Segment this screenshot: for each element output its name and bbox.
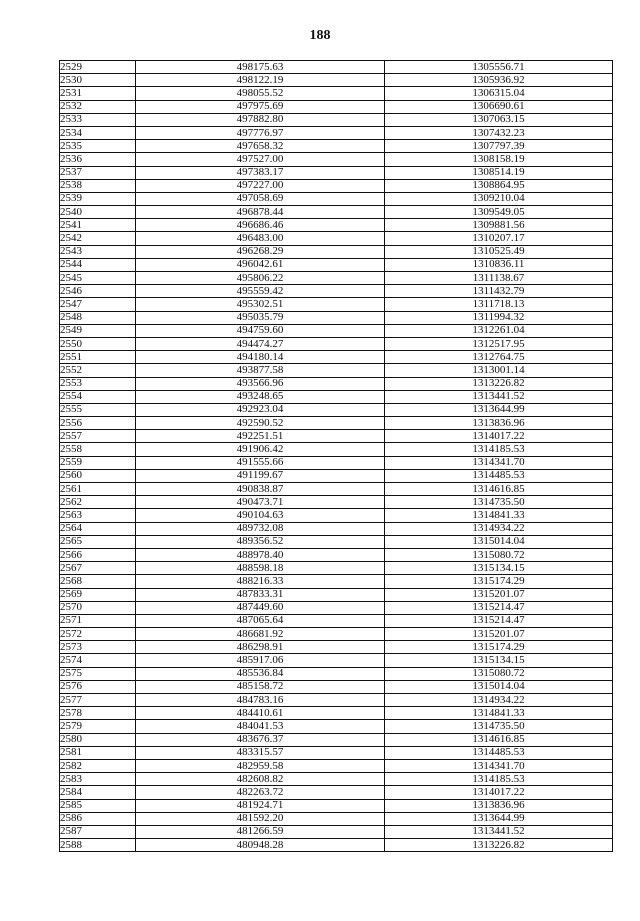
y-coordinate-cell: 1315214.47 bbox=[385, 614, 613, 627]
coordinates-table bbox=[59, 60, 613, 852]
x-coordinate-cell: 498055.52 bbox=[136, 87, 385, 100]
x-coordinate-cell: 482959.58 bbox=[136, 759, 385, 772]
x-coordinate-cell: 496268.29 bbox=[136, 245, 385, 258]
x-coordinate-cell: 487449.60 bbox=[136, 601, 385, 614]
y-coordinate-cell: 1310836.11 bbox=[385, 258, 613, 271]
y-coordinate-cell: 1308514.19 bbox=[385, 166, 613, 179]
point-number-cell: 2531 bbox=[60, 87, 136, 100]
y-coordinate-cell: 1313644.99 bbox=[385, 812, 613, 825]
table-row bbox=[60, 364, 613, 377]
x-coordinate-cell: 492251.51 bbox=[136, 430, 385, 443]
x-coordinate-cell: 492590.52 bbox=[136, 417, 385, 430]
x-coordinate-cell: 497658.32 bbox=[136, 140, 385, 153]
table-row bbox=[60, 469, 613, 482]
x-coordinate-cell: 484041.53 bbox=[136, 720, 385, 733]
point-number-cell: 2559 bbox=[60, 456, 136, 469]
table-row bbox=[60, 601, 613, 614]
point-number-cell: 2567 bbox=[60, 562, 136, 575]
x-coordinate-cell: 485536.84 bbox=[136, 667, 385, 680]
table-row bbox=[60, 548, 613, 561]
x-coordinate-cell: 494474.27 bbox=[136, 337, 385, 350]
x-coordinate-cell: 497882.80 bbox=[136, 113, 385, 126]
point-number-cell: 2542 bbox=[60, 232, 136, 245]
x-coordinate-cell: 493248.65 bbox=[136, 390, 385, 403]
point-number-cell: 2541 bbox=[60, 219, 136, 232]
point-number-cell: 2572 bbox=[60, 628, 136, 641]
point-number-cell: 2577 bbox=[60, 694, 136, 707]
y-coordinate-cell: 1314017.22 bbox=[385, 786, 613, 799]
y-coordinate-cell: 1315214.47 bbox=[385, 601, 613, 614]
x-coordinate-cell: 489356.52 bbox=[136, 535, 385, 548]
table-row bbox=[60, 245, 613, 258]
point-number-cell: 2573 bbox=[60, 641, 136, 654]
y-coordinate-cell: 1309881.56 bbox=[385, 219, 613, 232]
point-number-cell: 2584 bbox=[60, 786, 136, 799]
point-number-cell: 2554 bbox=[60, 390, 136, 403]
table-row bbox=[60, 390, 613, 403]
y-coordinate-cell: 1308864.95 bbox=[385, 179, 613, 192]
point-number-cell: 2536 bbox=[60, 153, 136, 166]
y-coordinate-cell: 1311432.79 bbox=[385, 285, 613, 298]
point-number-cell: 2538 bbox=[60, 179, 136, 192]
table-row bbox=[60, 456, 613, 469]
y-coordinate-cell: 1312261.04 bbox=[385, 324, 613, 337]
point-number-cell: 2580 bbox=[60, 733, 136, 746]
x-coordinate-cell: 492923.04 bbox=[136, 403, 385, 416]
y-coordinate-cell: 1310525.49 bbox=[385, 245, 613, 258]
x-coordinate-cell: 483315.57 bbox=[136, 746, 385, 759]
y-coordinate-cell: 1315174.29 bbox=[385, 641, 613, 654]
y-coordinate-cell: 1315174.29 bbox=[385, 575, 613, 588]
table-row bbox=[60, 351, 613, 364]
x-coordinate-cell: 485917.06 bbox=[136, 654, 385, 667]
y-coordinate-cell: 1312517.95 bbox=[385, 337, 613, 350]
table-row bbox=[60, 232, 613, 245]
point-number-cell: 2546 bbox=[60, 285, 136, 298]
table-row bbox=[60, 140, 613, 153]
point-number-cell: 2586 bbox=[60, 812, 136, 825]
y-coordinate-cell: 1315134.15 bbox=[385, 654, 613, 667]
x-coordinate-cell: 483676.37 bbox=[136, 733, 385, 746]
x-coordinate-cell: 484783.16 bbox=[136, 694, 385, 707]
x-coordinate-cell: 487065.64 bbox=[136, 614, 385, 627]
x-coordinate-cell: 491555.66 bbox=[136, 456, 385, 469]
table-row bbox=[60, 417, 613, 430]
point-number-cell: 2533 bbox=[60, 113, 136, 126]
point-number-cell: 2566 bbox=[60, 548, 136, 561]
point-number-cell: 2558 bbox=[60, 443, 136, 456]
table-row bbox=[60, 562, 613, 575]
y-coordinate-cell: 1306690.61 bbox=[385, 100, 613, 113]
x-coordinate-cell: 489732.08 bbox=[136, 522, 385, 535]
table-row bbox=[60, 126, 613, 139]
point-number-cell: 2550 bbox=[60, 337, 136, 350]
table-row bbox=[60, 87, 613, 100]
x-coordinate-cell: 497227.00 bbox=[136, 179, 385, 192]
point-number-cell: 2560 bbox=[60, 469, 136, 482]
table-row bbox=[60, 759, 613, 772]
table-row bbox=[60, 535, 613, 548]
point-number-cell: 2539 bbox=[60, 192, 136, 205]
x-coordinate-cell: 482608.82 bbox=[136, 773, 385, 786]
x-coordinate-cell: 493566.96 bbox=[136, 377, 385, 390]
y-coordinate-cell: 1313441.52 bbox=[385, 390, 613, 403]
table-body bbox=[60, 61, 613, 852]
point-number-cell: 2563 bbox=[60, 509, 136, 522]
point-number-cell: 2564 bbox=[60, 522, 136, 535]
x-coordinate-cell: 495035.79 bbox=[136, 311, 385, 324]
y-coordinate-cell: 1307063.15 bbox=[385, 113, 613, 126]
y-coordinate-cell: 1311138.67 bbox=[385, 272, 613, 285]
table-row bbox=[60, 720, 613, 733]
table-row bbox=[60, 588, 613, 601]
table-row bbox=[60, 430, 613, 443]
point-number-cell: 2552 bbox=[60, 364, 136, 377]
x-coordinate-cell: 495302.51 bbox=[136, 298, 385, 311]
x-coordinate-cell: 493877.58 bbox=[136, 364, 385, 377]
x-coordinate-cell: 488978.40 bbox=[136, 548, 385, 561]
y-coordinate-cell: 1309210.04 bbox=[385, 192, 613, 205]
y-coordinate-cell: 1310207.17 bbox=[385, 232, 613, 245]
point-number-cell: 2553 bbox=[60, 377, 136, 390]
y-coordinate-cell: 1314934.22 bbox=[385, 694, 613, 707]
x-coordinate-cell: 496042.61 bbox=[136, 258, 385, 271]
table-row bbox=[60, 733, 613, 746]
table-row bbox=[60, 258, 613, 271]
y-coordinate-cell: 1314185.53 bbox=[385, 773, 613, 786]
table-row bbox=[60, 746, 613, 759]
x-coordinate-cell: 488216.33 bbox=[136, 575, 385, 588]
point-number-cell: 2575 bbox=[60, 667, 136, 680]
y-coordinate-cell: 1315014.04 bbox=[385, 680, 613, 693]
point-number-cell: 2548 bbox=[60, 311, 136, 324]
table-row bbox=[60, 694, 613, 707]
x-coordinate-cell: 488598.18 bbox=[136, 562, 385, 575]
point-number-cell: 2543 bbox=[60, 245, 136, 258]
table-row bbox=[60, 812, 613, 825]
table-row bbox=[60, 153, 613, 166]
y-coordinate-cell: 1314485.53 bbox=[385, 746, 613, 759]
y-coordinate-cell: 1311718.13 bbox=[385, 298, 613, 311]
x-coordinate-cell: 494180.14 bbox=[136, 351, 385, 364]
x-coordinate-cell: 497527.00 bbox=[136, 153, 385, 166]
y-coordinate-cell: 1314485.53 bbox=[385, 469, 613, 482]
page-number: 188 bbox=[309, 28, 331, 43]
x-coordinate-cell: 481924.71 bbox=[136, 799, 385, 812]
point-number-cell: 2535 bbox=[60, 140, 136, 153]
y-coordinate-cell: 1314616.85 bbox=[385, 733, 613, 746]
point-number-cell: 2571 bbox=[60, 614, 136, 627]
table-row bbox=[60, 179, 613, 192]
y-coordinate-cell: 1313836.96 bbox=[385, 799, 613, 812]
x-coordinate-cell: 491906.42 bbox=[136, 443, 385, 456]
table-row bbox=[60, 839, 613, 852]
y-coordinate-cell: 1313226.82 bbox=[385, 839, 613, 852]
x-coordinate-cell: 497058.69 bbox=[136, 192, 385, 205]
table-row bbox=[60, 825, 613, 838]
point-number-cell: 2540 bbox=[60, 206, 136, 219]
point-number-cell: 2529 bbox=[60, 61, 136, 74]
table-row bbox=[60, 786, 613, 799]
table-row bbox=[60, 575, 613, 588]
table-row bbox=[60, 509, 613, 522]
table-row bbox=[60, 337, 613, 350]
point-number-cell: 2545 bbox=[60, 272, 136, 285]
table-row bbox=[60, 61, 613, 74]
point-number-cell: 2583 bbox=[60, 773, 136, 786]
x-coordinate-cell: 497776.97 bbox=[136, 126, 385, 139]
x-coordinate-cell: 498122.19 bbox=[136, 74, 385, 87]
point-number-cell: 2576 bbox=[60, 680, 136, 693]
table-row bbox=[60, 799, 613, 812]
y-coordinate-cell: 1314017.22 bbox=[385, 430, 613, 443]
y-coordinate-cell: 1314934.22 bbox=[385, 522, 613, 535]
x-coordinate-cell: 496878.44 bbox=[136, 206, 385, 219]
table-row bbox=[60, 641, 613, 654]
point-number-cell: 2585 bbox=[60, 799, 136, 812]
point-number-cell: 2544 bbox=[60, 258, 136, 271]
x-coordinate-cell: 496483.00 bbox=[136, 232, 385, 245]
x-coordinate-cell: 495806.22 bbox=[136, 272, 385, 285]
table-row bbox=[60, 628, 613, 641]
table-row bbox=[60, 773, 613, 786]
y-coordinate-cell: 1315080.72 bbox=[385, 548, 613, 561]
x-coordinate-cell: 498175.63 bbox=[136, 61, 385, 74]
point-number-cell: 2562 bbox=[60, 496, 136, 509]
point-number-cell: 2574 bbox=[60, 654, 136, 667]
y-coordinate-cell: 1315201.07 bbox=[385, 628, 613, 641]
point-number-cell: 2551 bbox=[60, 351, 136, 364]
point-number-cell: 2557 bbox=[60, 430, 136, 443]
table-row bbox=[60, 219, 613, 232]
table-row bbox=[60, 614, 613, 627]
point-number-cell: 2568 bbox=[60, 575, 136, 588]
x-coordinate-cell: 490838.87 bbox=[136, 483, 385, 496]
table-row bbox=[60, 74, 613, 87]
y-coordinate-cell: 1314735.50 bbox=[385, 496, 613, 509]
y-coordinate-cell: 1313001.14 bbox=[385, 364, 613, 377]
y-coordinate-cell: 1306315.04 bbox=[385, 87, 613, 100]
x-coordinate-cell: 487833.31 bbox=[136, 588, 385, 601]
y-coordinate-cell: 1313836.96 bbox=[385, 417, 613, 430]
y-coordinate-cell: 1314841.33 bbox=[385, 707, 613, 720]
y-coordinate-cell: 1314735.50 bbox=[385, 720, 613, 733]
point-number-cell: 2532 bbox=[60, 100, 136, 113]
x-coordinate-cell: 497383.17 bbox=[136, 166, 385, 179]
table-row bbox=[60, 272, 613, 285]
x-coordinate-cell: 491199.67 bbox=[136, 469, 385, 482]
x-coordinate-cell: 497975.69 bbox=[136, 100, 385, 113]
y-coordinate-cell: 1313226.82 bbox=[385, 377, 613, 390]
point-number-cell: 2537 bbox=[60, 166, 136, 179]
table-row bbox=[60, 206, 613, 219]
x-coordinate-cell: 481592.20 bbox=[136, 812, 385, 825]
y-coordinate-cell: 1309549.05 bbox=[385, 206, 613, 219]
point-number-cell: 2578 bbox=[60, 707, 136, 720]
y-coordinate-cell: 1312764.75 bbox=[385, 351, 613, 364]
x-coordinate-cell: 494759.60 bbox=[136, 324, 385, 337]
y-coordinate-cell: 1305936.92 bbox=[385, 74, 613, 87]
point-number-cell: 2579 bbox=[60, 720, 136, 733]
y-coordinate-cell: 1313644.99 bbox=[385, 403, 613, 416]
table-row bbox=[60, 403, 613, 416]
point-number-cell: 2547 bbox=[60, 298, 136, 311]
x-coordinate-cell: 490104.63 bbox=[136, 509, 385, 522]
x-coordinate-cell: 480948.28 bbox=[136, 839, 385, 852]
y-coordinate-cell: 1314841.33 bbox=[385, 509, 613, 522]
y-coordinate-cell: 1311994.32 bbox=[385, 311, 613, 324]
x-coordinate-cell: 484410.61 bbox=[136, 707, 385, 720]
table-row bbox=[60, 707, 613, 720]
y-coordinate-cell: 1315014.04 bbox=[385, 535, 613, 548]
y-coordinate-cell: 1314185.53 bbox=[385, 443, 613, 456]
table-row bbox=[60, 298, 613, 311]
y-coordinate-cell: 1315201.07 bbox=[385, 588, 613, 601]
y-coordinate-cell: 1314341.70 bbox=[385, 759, 613, 772]
point-number-cell: 2588 bbox=[60, 839, 136, 852]
x-coordinate-cell: 490473.71 bbox=[136, 496, 385, 509]
point-number-cell: 2565 bbox=[60, 535, 136, 548]
table-row bbox=[60, 667, 613, 680]
y-coordinate-cell: 1314616.85 bbox=[385, 483, 613, 496]
x-coordinate-cell: 481266.59 bbox=[136, 825, 385, 838]
table-row bbox=[60, 324, 613, 337]
table-row bbox=[60, 483, 613, 496]
table-row bbox=[60, 443, 613, 456]
y-coordinate-cell: 1308158.19 bbox=[385, 153, 613, 166]
x-coordinate-cell: 485158.72 bbox=[136, 680, 385, 693]
x-coordinate-cell: 495559.42 bbox=[136, 285, 385, 298]
table-row bbox=[60, 166, 613, 179]
x-coordinate-cell: 486298.91 bbox=[136, 641, 385, 654]
x-coordinate-cell: 486681.92 bbox=[136, 628, 385, 641]
table-row bbox=[60, 377, 613, 390]
point-number-cell: 2556 bbox=[60, 417, 136, 430]
point-number-cell: 2561 bbox=[60, 483, 136, 496]
point-number-cell: 2581 bbox=[60, 746, 136, 759]
x-coordinate-cell: 482263.72 bbox=[136, 786, 385, 799]
y-coordinate-cell: 1315080.72 bbox=[385, 667, 613, 680]
point-number-cell: 2534 bbox=[60, 126, 136, 139]
y-coordinate-cell: 1307797.39 bbox=[385, 140, 613, 153]
point-number-cell: 2569 bbox=[60, 588, 136, 601]
table-row bbox=[60, 285, 613, 298]
table-row bbox=[60, 311, 613, 324]
y-coordinate-cell: 1305556.71 bbox=[385, 61, 613, 74]
table-row bbox=[60, 496, 613, 509]
point-number-cell: 2587 bbox=[60, 825, 136, 838]
table-row bbox=[60, 654, 613, 667]
table-row bbox=[60, 522, 613, 535]
point-number-cell: 2530 bbox=[60, 74, 136, 87]
table-row bbox=[60, 113, 613, 126]
y-coordinate-cell: 1314341.70 bbox=[385, 456, 613, 469]
table-row bbox=[60, 680, 613, 693]
table-row bbox=[60, 192, 613, 205]
point-number-cell: 2549 bbox=[60, 324, 136, 337]
y-coordinate-cell: 1313441.52 bbox=[385, 825, 613, 838]
point-number-cell: 2570 bbox=[60, 601, 136, 614]
point-number-cell: 2555 bbox=[60, 403, 136, 416]
x-coordinate-cell: 496686.46 bbox=[136, 219, 385, 232]
y-coordinate-cell: 1315134.15 bbox=[385, 562, 613, 575]
table-row bbox=[60, 100, 613, 113]
point-number-cell: 2582 bbox=[60, 759, 136, 772]
y-coordinate-cell: 1307432.23 bbox=[385, 126, 613, 139]
